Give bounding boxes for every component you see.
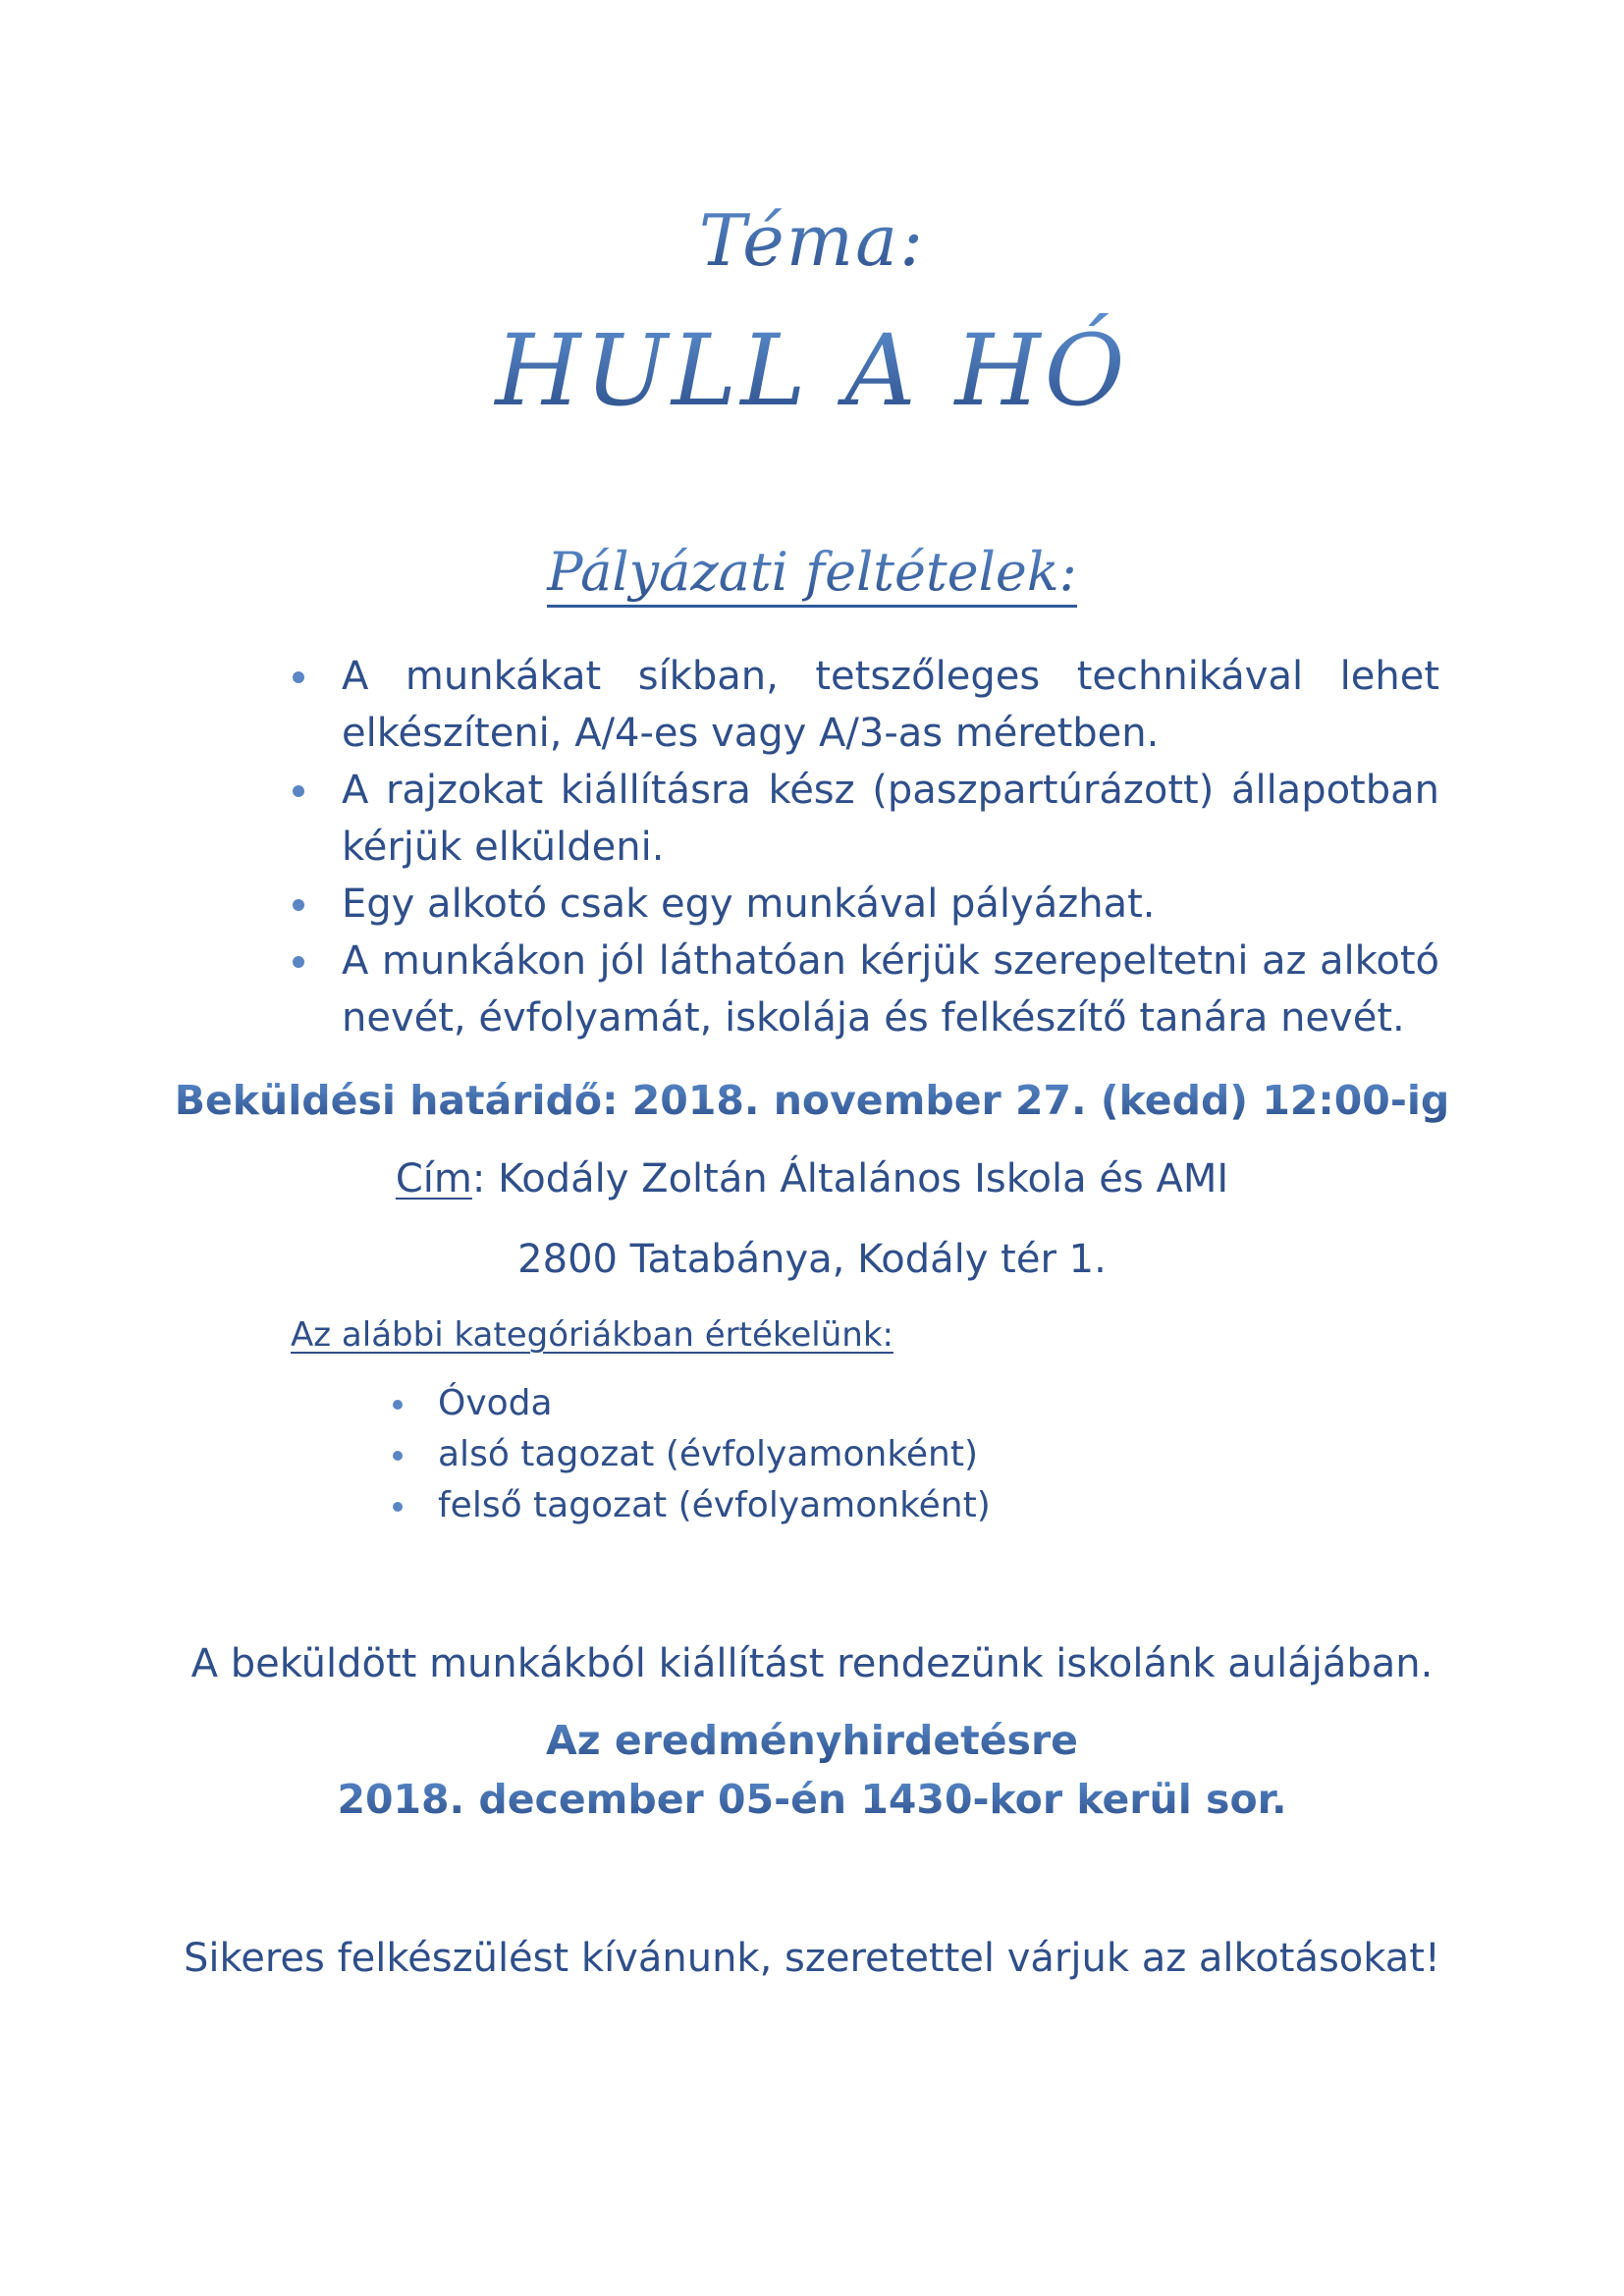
condition-text: A munkákat síkban, tetszőleges technikával lehet elkészíteni, A/4-es vagy A/3-as méretben. (342, 654, 1439, 756)
bullet-icon (293, 785, 304, 797)
list-item (389, 1378, 991, 1429)
categories-list (389, 1378, 991, 1531)
address-label: Cím (395, 1156, 472, 1201)
bullet-icon (393, 1451, 403, 1461)
address-line-2: 2800 Tatabánya, Kodály tér 1. (517, 1237, 1107, 1282)
condition-text: Egy alkotó csak egy munkával pályázhat. (342, 881, 1156, 927)
conditions-heading (0, 538, 1624, 607)
condition-text: A munkákon jól láthatóan kérjük szerepeltetni az alkotó nevét, évfolyamát, iskolája és felkészítő tanára nevét. (342, 938, 1439, 1041)
conditions-heading-text: Pályázati feltételek: (547, 541, 1077, 608)
list-item (285, 876, 1439, 933)
results-line-1: Az eredményhirdetésre (0, 1712, 1624, 1769)
list-item (285, 933, 1439, 1046)
list-item (389, 1429, 991, 1480)
list-item (285, 648, 1439, 762)
address-line-1 (0, 1150, 1624, 1207)
category-text: felső tagozat (évfolyamonként) (438, 1485, 991, 1525)
results-line-2: 2018. december 05-én 1430-kor kerül sor. (0, 1771, 1624, 1828)
deadline: Beküldési határidő: 2018. november 27. (kedd) 12:00-ig (0, 1072, 1624, 1129)
bullet-icon (293, 899, 304, 911)
list-item (285, 762, 1439, 876)
exhibition-note: A beküldött munkákból kiállítást rendezünk iskolánk aulájában. (190, 1641, 1434, 1686)
categories-heading: Az alábbi kategóriákban értékelünk: (291, 1315, 893, 1355)
list-item (389, 1480, 991, 1531)
topic-label: Téma: (0, 196, 1624, 285)
condition-text: A rajzokat kiállításra kész (paszpartúrázott) állapotban kérjük elküldeni. (342, 768, 1439, 870)
bullet-icon (393, 1502, 403, 1512)
category-text: Óvoda (438, 1383, 553, 1423)
closing-note: Sikeres felkészülést kívánunk, szeretettel várjuk az alkotásokat! (184, 1936, 1440, 1981)
category-text: alsó tagozat (évfolyamonként) (438, 1434, 979, 1474)
bullet-icon (393, 1400, 403, 1410)
bullet-icon (293, 671, 304, 683)
bullet-icon (293, 956, 304, 968)
page-title: HULL A HÓ (0, 312, 1624, 430)
conditions-list (285, 648, 1439, 1046)
address-school: : Kodály Zoltán Általános Iskola és AMI (471, 1156, 1229, 1201)
